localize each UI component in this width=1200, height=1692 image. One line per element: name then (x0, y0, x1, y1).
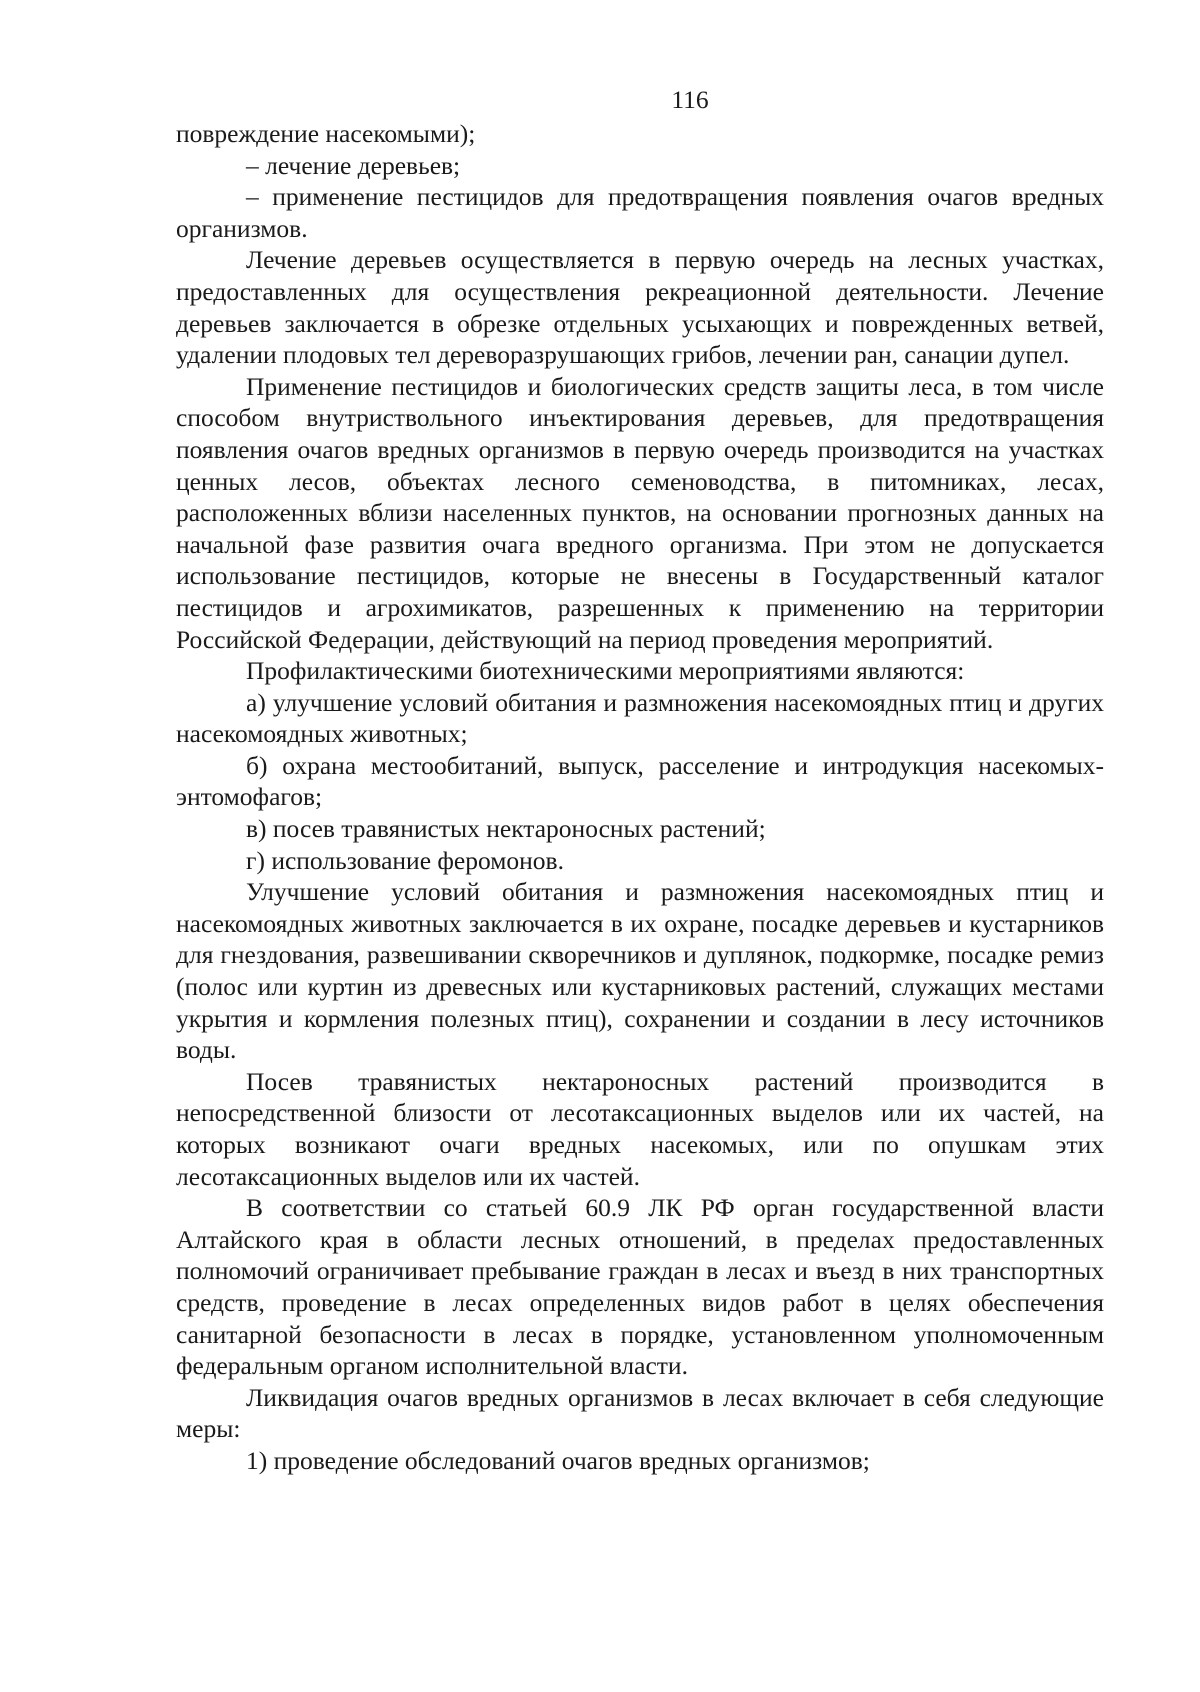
list-item-tree-treatment: – лечение деревьев; (246, 150, 461, 180)
list-item-b: б) охрана местообитаний, выпуск, расселение и интродукция насекомых-энтомофагов; (176, 750, 1104, 812)
list-item-pesticides: – применение пестицидов для предотвращения появления очагов вредных организмов. (176, 182, 1104, 243)
paragraph-bird-habitat: Улучшение условий обитания и размножения насекомоядных птиц и насекомоядных животных заключается в их охране, посадке деревьев и кустарников для гнездования, развешивании скворечников и дуплянок, подкормке, посадке ремиз (полос или куртин из древесных или кустарниковых растений, служащих местами укрытия и кормления полезных птиц), сохранении и создании в лесу источников воды. (176, 877, 1104, 1065)
paragraph-continuation: повреждение насекомыми); (176, 119, 476, 148)
list-item-a: а) улучшение условий обитания и размножения насекомоядных птиц и других насекомоядных животных; (176, 687, 1104, 749)
page-number: 116 (671, 85, 709, 114)
list-item-c: в) посев травянистых нектароносных растений; (246, 814, 766, 844)
document-page (176, 82, 1104, 1477)
paragraph-pesticide-use: Применение пестицидов и биологических средств защиты леса, в том числе способом внутриствольного инъектирования деревьев, для предотвращения появления очагов вредных организмов в первую очередь производится на участках ценных лесов, объектах лесного семеноводства, в питомниках, лесах, расположенных вблизи населенных пунктов, на основании прогнозных данных на начальной фазе развития очага вредного организма. При этом не допускается использование пестицидов, которые не внесены в Государственный каталог пестицидов и агрохимикатов, разрешенных к применению на территории Российской Федерации, действующий на период проведения мероприятий. (176, 371, 1104, 654)
paragraph-tree-treatment: Лечение деревьев осуществляется в первую очередь на лесных участках, предоставленных для осуществления рекреационной деятельности. Лечение деревьев заключается в обрезке отдельных усыхающих и поврежденных ветвей, удалении плодовых тел дереворазрушающих грибов, лечении ран, санации дупел. (176, 245, 1104, 370)
paragraph-liquidation: Ликвидация очагов вредных организмов в лесах включает в себя следующие меры: (176, 1382, 1104, 1444)
paragraph-article-60-9: В соответствии со статьей 60.9 ЛК РФ орган государственной власти Алтайского края в области лесных отношений, в пределах предоставленных полномочий ограничивает пребывание граждан в лесах и въезд в них транспортных средств, проведение в лесах определенных видов работ в целях обеспечения санитарной безопасности в лесах в порядке, установленном уполномоченным федеральным органом исполнительной власти. (176, 1193, 1104, 1381)
list-item-d: г) использование феромонов. (246, 845, 564, 875)
list-item-1: 1) проведение обследований очагов вредных организмов; (246, 1445, 870, 1475)
paragraph-biotech-measures: Профилактическими биотехническими мероприятиями являются: (246, 656, 965, 686)
paragraph-nectar-plants: Посев травянистых нектароносных растений производится в непосредственной близости от лесотаксационных выделов или их частей, на которых возникают очаги вредных насекомых, или по опушкам этих лесотаксационных выделов или их частей. (176, 1066, 1104, 1191)
